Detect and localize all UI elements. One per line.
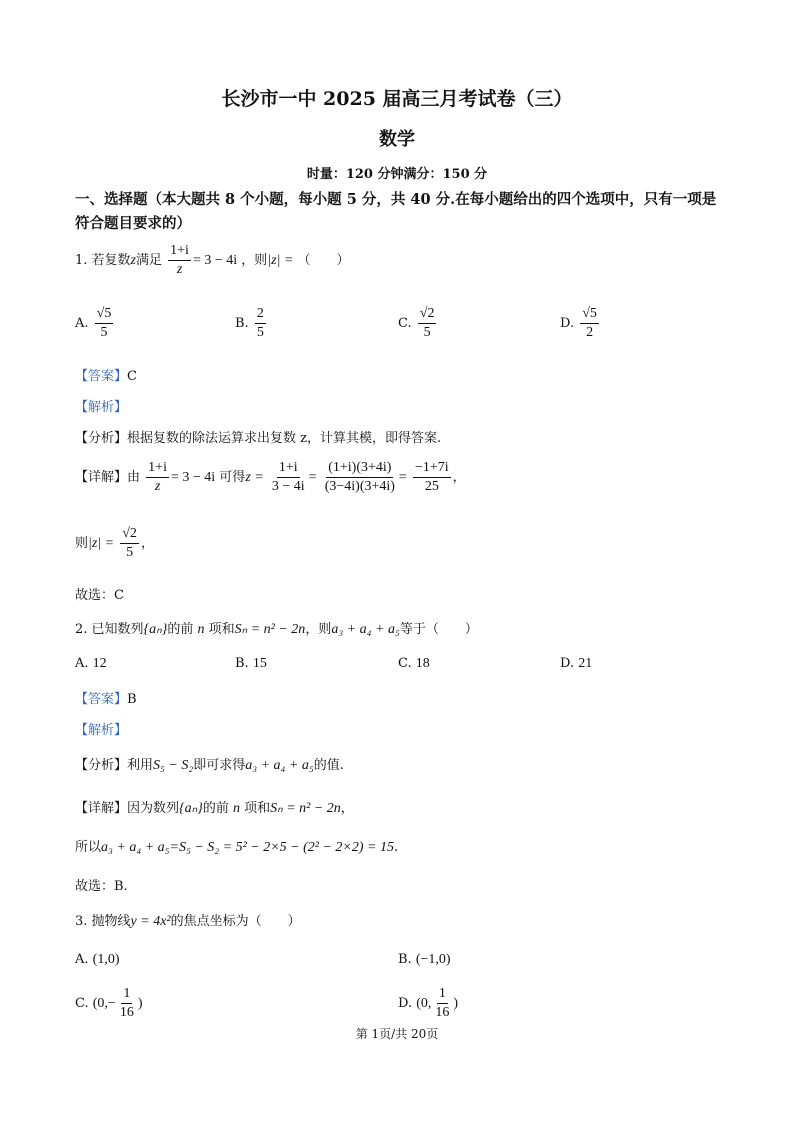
q2-option-a: A. 12 (75, 656, 107, 671)
question-3-stem: 3. 抛物线y = 4x²的焦点坐标为（ ） (75, 914, 301, 929)
exam-time-info: 时量：120 分钟满分：150 分 (306, 167, 488, 182)
q1-option-b: B. $\frac{2}{5}$ (235, 306, 264, 340)
q1-modulus-result: 则|z| = $\frac{√2}{5}$ ， (75, 526, 154, 560)
q1-conclusion: 故选：C (75, 588, 124, 603)
q1-detail: 【详解】由 $\frac{1+i}{z}$ = 3 − 4i 可得z = $\frac{1+i}{3 - 4i}$ = $\frac{(1+i)(3+4i)}{(3-4i)(3+4i)}$ = $\frac{-1+7i}{25}$ ， (75, 460, 466, 494)
q1-option-a: A. $\frac{√5}{5}$ (75, 306, 112, 340)
q2-answer: 【答案】B (75, 692, 137, 707)
q2-detail: 【详解】因为数列{aₙ}的前 n 项和Sₙ = n² − 2n， (75, 801, 354, 816)
exam-subject: 数学 (379, 129, 415, 150)
q2-fenxi: 【分析】利用S₅ − S₂即可求得a₃ + a₄ + a₅的值. (75, 758, 344, 773)
q2-analysis-tag: 【解析】 (75, 723, 128, 738)
q2-option-d: D. 21 (560, 656, 593, 671)
section-heading: 一、选择题（本大题共 8 个小题，每小题 5 分，共 40 分.在每小题给出的四个选项中，只有一项是符合题目要求的） (75, 191, 717, 232)
page-number: 第 1页/共 20页 (355, 1027, 439, 1041)
q3-option-c: C. (0,− $\frac{1}{16}$ ) (75, 986, 143, 1020)
q1-fraction: $\frac{1+i}{z}$ (170, 243, 189, 277)
q3-option-a: A. (1,0) (75, 952, 120, 967)
q2-option-c: C. 18 (398, 656, 430, 671)
question-1-stem: 1. 若复数z满足 $\frac{1+i}{z}$ = 3 − 4i ，则|z| = （ ） (75, 243, 350, 277)
q3-option-b: B. (−1,0) (398, 952, 451, 967)
q2-computation: 所以a₃ + a₄ + a₅=S₅ − S₂ = 5² − 2×5 − (2² − 2×2) = 15. (75, 840, 399, 855)
q2-conclusion: 故选：B. (75, 879, 128, 894)
q1-fenxi: 【分析】根据复数的除法运算求出复数 z，计算其模，即得答案. (75, 431, 442, 446)
question-2-stem: 2. 已知数列{aₙ}的前 n 项和Sₙ = n² − 2n，则a₃ + a₄ + a₅等于（ ） (75, 622, 478, 637)
q1-option-d: D. $\frac{√5}{2}$ (560, 306, 597, 340)
q1-answer: 【答案】C (75, 369, 137, 384)
exam-title: 长沙市一中 2025 届高三月考试卷（三） (221, 88, 573, 110)
q3-option-d: D. (0, $\frac{1}{16}$ ) (398, 986, 459, 1020)
q1-option-c: C. $\frac{√2}{5}$ (398, 306, 435, 340)
q1-analysis-tag: 【解析】 (75, 400, 128, 415)
q2-option-b: B. 15 (235, 656, 267, 671)
